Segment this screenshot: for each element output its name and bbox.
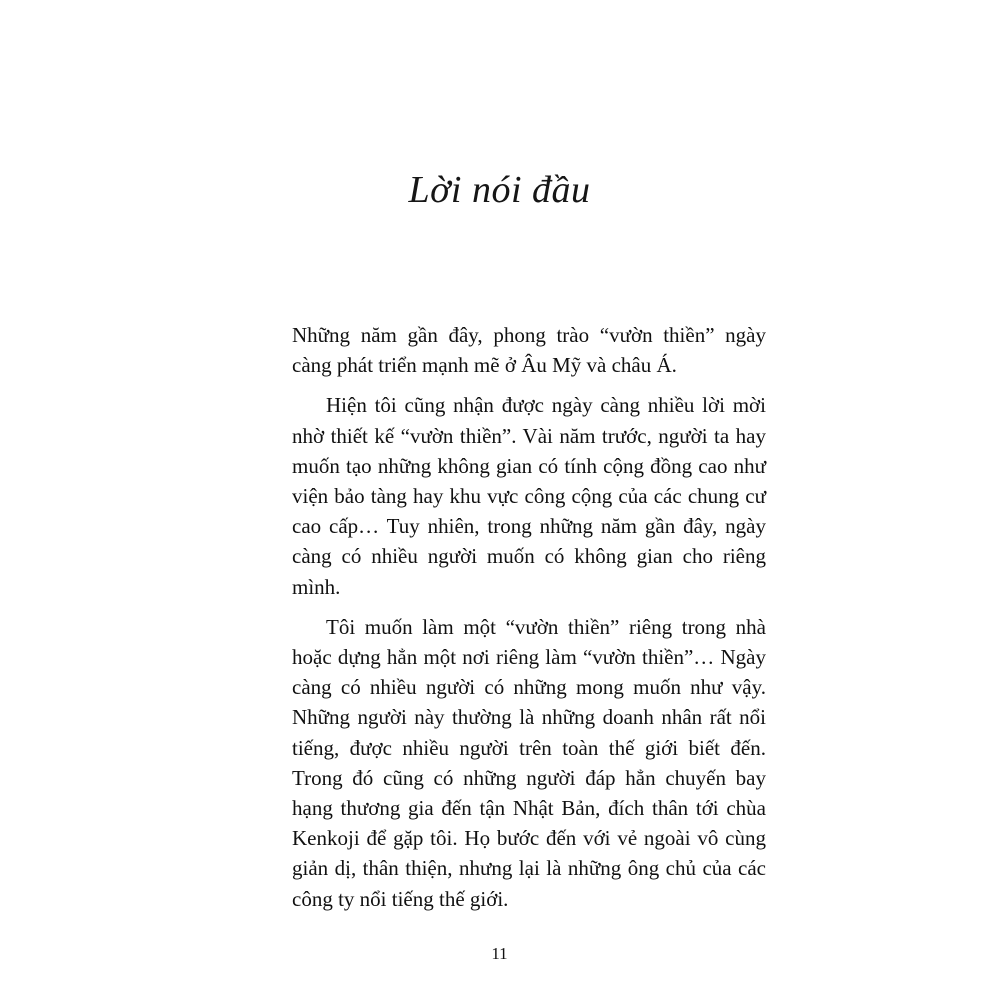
page-number: 11 (491, 944, 508, 963)
chapter-title: Lời nói đầu (408, 169, 591, 211)
body-text (292, 320, 766, 924)
paragraph-2: Hiện tôi cũng nhận được ngày càng nhiều lời mời nhờ thiết kế “vườn thiền”. Vài năm trước, người ta hay muốn tạo những không gian có tính cộng đồng cao như viện bảo tàng hay khu vực công cộng của các chung cư cao cấp… Tuy nhiên, trong những năm gần đây, ngày càng có nhiều người muốn có không gian cho riêng mình. (292, 393, 766, 599)
paragraph-1: Những năm gần đây, phong trào “vườn thiền” ngày càng phát triển mạnh mẽ ở Âu Mỹ và châu Á. (292, 323, 766, 378)
paragraph-3: Tôi muốn làm một “vườn thiền” riêng trong nhà hoặc dựng hẳn một nơi riêng làm “vườn thiền”… Ngày càng có nhiều người có những mong muốn như vậy. Những người này thường là những doanh nhân rất nổi tiếng, được nhiều người trên toàn thế giới biết đến. Trong đó cũng có những người đáp hẳn chuyến bay hạng thương gia đến tận Nhật Bản, đích thân tới chùa Kenkoji để gặp tôi. Họ bước đến với vẻ ngoài vô cùng giản dị, thân thiện, nhưng lại là những ông chủ của các công ty nổi tiếng thế giới. (292, 614, 766, 911)
